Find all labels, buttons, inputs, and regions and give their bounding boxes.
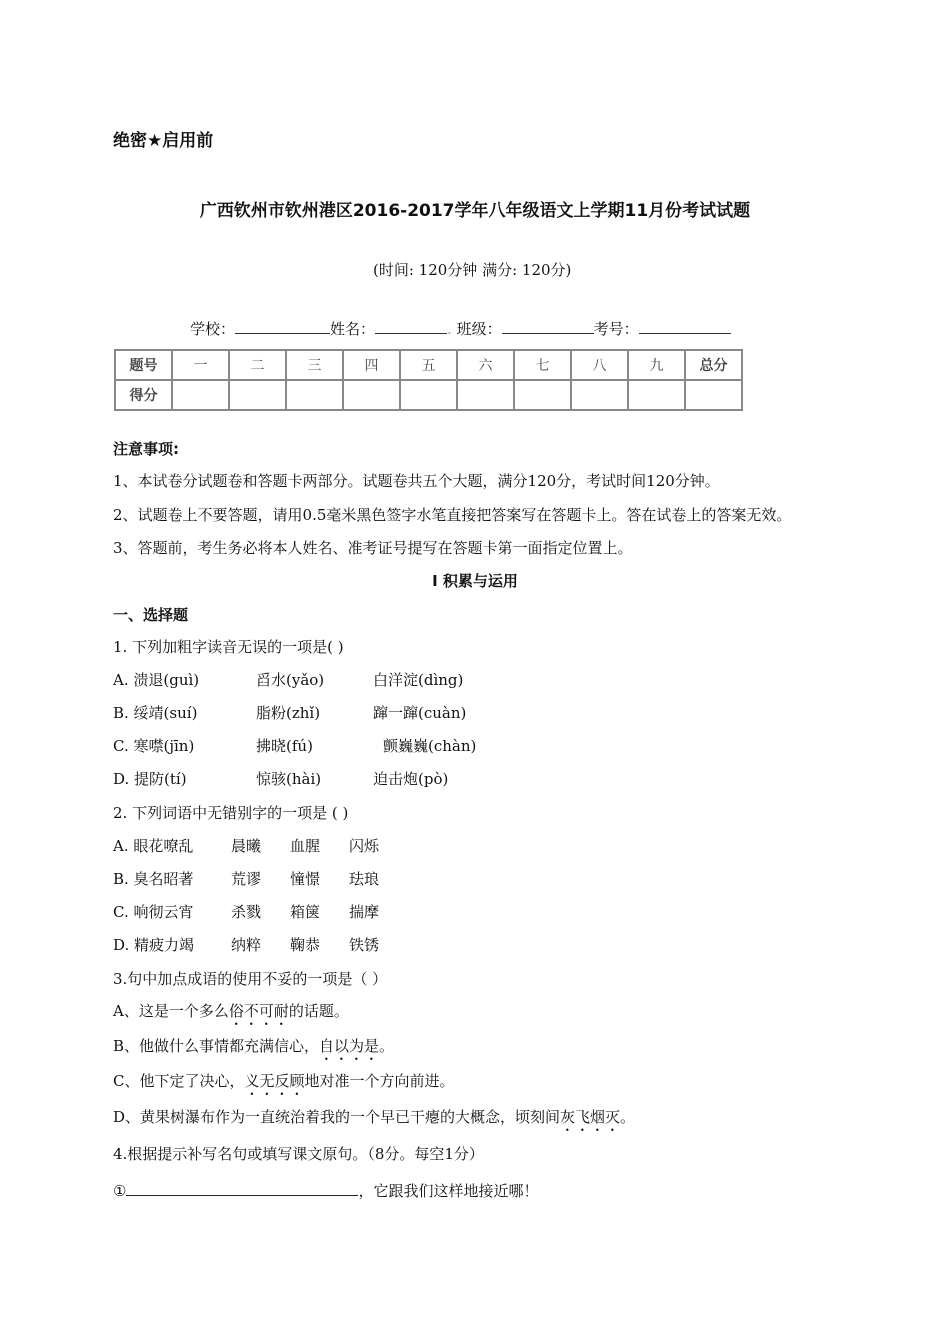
score-cell — [571, 380, 628, 410]
score-header-cell: 七 — [514, 350, 571, 380]
note-item: 2、试题卷上不要答题，请用0.5毫米黑色签字水笔直接把答案写在答题卡上。答在试卷上的答案无效。 — [113, 506, 792, 524]
q3-option-d-post: 。 — [620, 1108, 636, 1126]
q1-option-b-3: 蹿一蹿(cuàn) — [373, 704, 467, 722]
q1-option-a-1: A. 溃退(guì) — [113, 671, 200, 689]
q3-option-a-pre: A、这是一个多么 — [113, 1002, 229, 1020]
q2-option-d-3: 鞠恭 — [290, 936, 321, 954]
q1-option-d-2: 惊骇(hài) — [256, 770, 322, 788]
q1-option-c-1: C. 寒噤(jīn) — [113, 737, 195, 755]
score-cell — [343, 380, 400, 410]
score-header-cell: 六 — [457, 350, 514, 380]
q3-option-b-dotted: 自以为是 — [319, 1037, 380, 1055]
q2-option-d-1: D. 精疲力竭 — [113, 936, 195, 954]
q2-option-a-2: 晨曦 — [231, 837, 262, 855]
question-3-stem: 3.句中加点成语的使用不妥的一项是（ ） — [113, 970, 388, 988]
q2-option-b-3: 憧憬 — [290, 870, 321, 888]
q2-option-d-4: 铁锈 — [349, 936, 380, 954]
q1-option-a-3: 白洋淀(dìng) — [373, 671, 464, 689]
q2-option-c-4: 揣摩 — [349, 903, 380, 921]
question-1-stem: 1. 下列加粗字读音无误的一项是( ) — [113, 638, 344, 656]
class-blank — [502, 319, 594, 334]
score-table-score-row — [115, 380, 742, 410]
q3-option-b-pre: B、他做什么事情都充满信心， — [113, 1037, 320, 1055]
q4-item-1-number: ① — [113, 1182, 127, 1200]
q3-option-a-post: 的话题。 — [288, 1002, 349, 1020]
score-header-cell: 三 — [286, 350, 343, 380]
q1-option-d-3: 迫击炮(pò) — [373, 770, 449, 788]
q3-option-d-dotted: 灰飞烟灭 — [560, 1108, 621, 1126]
q3-option-d-pre: D、黄果树瀑布作为一直统治着我的一个早已干瘪的大概念，顷刻间 — [113, 1108, 561, 1126]
score-cell — [685, 380, 742, 410]
q2-option-c-2: 杀戮 — [231, 903, 262, 921]
score-cell — [172, 380, 229, 410]
q1-option-b-2: 脂粉(zhǐ) — [256, 704, 321, 722]
q2-option-c-1: C. 响彻云宵 — [113, 903, 194, 921]
q2-option-b-4: 珐琅 — [349, 870, 380, 888]
q4-item-1-blank — [126, 1180, 358, 1196]
q3-option-c-pre: C、他下定了决心， — [113, 1072, 245, 1090]
time-info: (时间: 120分钟 满分: 120分) — [373, 261, 572, 279]
name-blank — [375, 319, 447, 334]
score-header-cell: 四 — [343, 350, 400, 380]
part-heading: 一、选择题 — [113, 606, 189, 624]
score-table — [114, 349, 743, 411]
score-cell — [229, 380, 286, 410]
q1-option-a-2: 舀水(yǎo) — [256, 671, 325, 689]
q3-option-b — [113, 1035, 394, 1064]
score-row-label: 得分 — [115, 380, 172, 410]
q2-option-d-2: 纳粹 — [231, 936, 262, 954]
score-header-cell: 总分 — [685, 350, 742, 380]
q1-option-c-2: 拂晓(fú) — [256, 737, 313, 755]
score-cell — [628, 380, 685, 410]
score-header-cell: 五 — [400, 350, 457, 380]
q2-option-a-1: A. 眼花嘹乱 — [113, 837, 194, 855]
name-label: 姓名： — [330, 320, 376, 338]
q2-option-c-3: 箱箧 — [290, 903, 321, 921]
q3-option-b-post: 。 — [379, 1037, 395, 1055]
q2-option-b-2: 荒谬 — [231, 870, 262, 888]
q2-option-b-1: B. 臭名昭著 — [113, 870, 194, 888]
score-cell — [514, 380, 571, 410]
exam-no-label: 考号： — [593, 320, 639, 338]
score-header-cell: 二 — [229, 350, 286, 380]
question-2-stem: 2. 下列词语中无错别字的一项是 ( ) — [113, 804, 349, 822]
score-table-header-row — [115, 350, 742, 380]
q1-option-c-3: 颤巍巍(chàn) — [383, 737, 477, 755]
q2-option-a-4: 闪烁 — [349, 837, 380, 855]
q1-option-b-1: B. 绥靖(suí) — [113, 704, 198, 722]
score-header-cell: 八 — [571, 350, 628, 380]
q3-option-c-dotted: 义无反顾 — [244, 1072, 305, 1090]
student-info-line — [190, 318, 731, 339]
score-cell — [400, 380, 457, 410]
q3-option-a — [113, 1000, 349, 1029]
note-item: 1、本试卷分试题卷和答题卡两部分。试题卷共五个大题，满分120分，考试时间120分钟。 — [113, 472, 720, 490]
q4-item-1 — [113, 1180, 538, 1201]
school-label: 学校： — [190, 320, 236, 338]
score-cell — [286, 380, 343, 410]
score-header-cell: 一 — [172, 350, 229, 380]
q4-item-1-text: ，它跟我们这样地接近哪！ — [358, 1182, 539, 1200]
notes-title: 注意事项: — [113, 440, 179, 458]
secret-label: 绝密★启用前 — [113, 131, 214, 151]
question-4-stem: 4.根据提示补写名句或填写课文原句。（8分。每空1分） — [113, 1145, 484, 1163]
score-cell — [457, 380, 514, 410]
q3-option-c — [113, 1070, 455, 1099]
exam-no-blank — [639, 319, 731, 334]
mark-dot: . — [447, 320, 452, 338]
q1-option-d-1: D. 提防(tí) — [113, 770, 187, 788]
q3-option-a-dotted: 俗不可耐 — [228, 1002, 289, 1020]
score-header-cell: 九 — [628, 350, 685, 380]
score-header-cell: 题号 — [115, 350, 172, 380]
page-title: 广西钦州市钦州港区2016-2017学年八年级语文上学期11月份考试试题 — [199, 201, 751, 221]
class-label: 班级： — [456, 320, 502, 338]
q3-option-c-post: 地对准一个方向前进。 — [304, 1072, 455, 1090]
section-heading: I 积累与运用 — [432, 572, 518, 590]
q3-option-d — [113, 1106, 635, 1135]
note-item: 3、答题前，考生务必将本人姓名、准考证号提写在答题卡第一面指定位置上。 — [113, 539, 633, 557]
q2-option-a-3: 血腥 — [290, 837, 321, 855]
school-blank — [235, 319, 330, 334]
